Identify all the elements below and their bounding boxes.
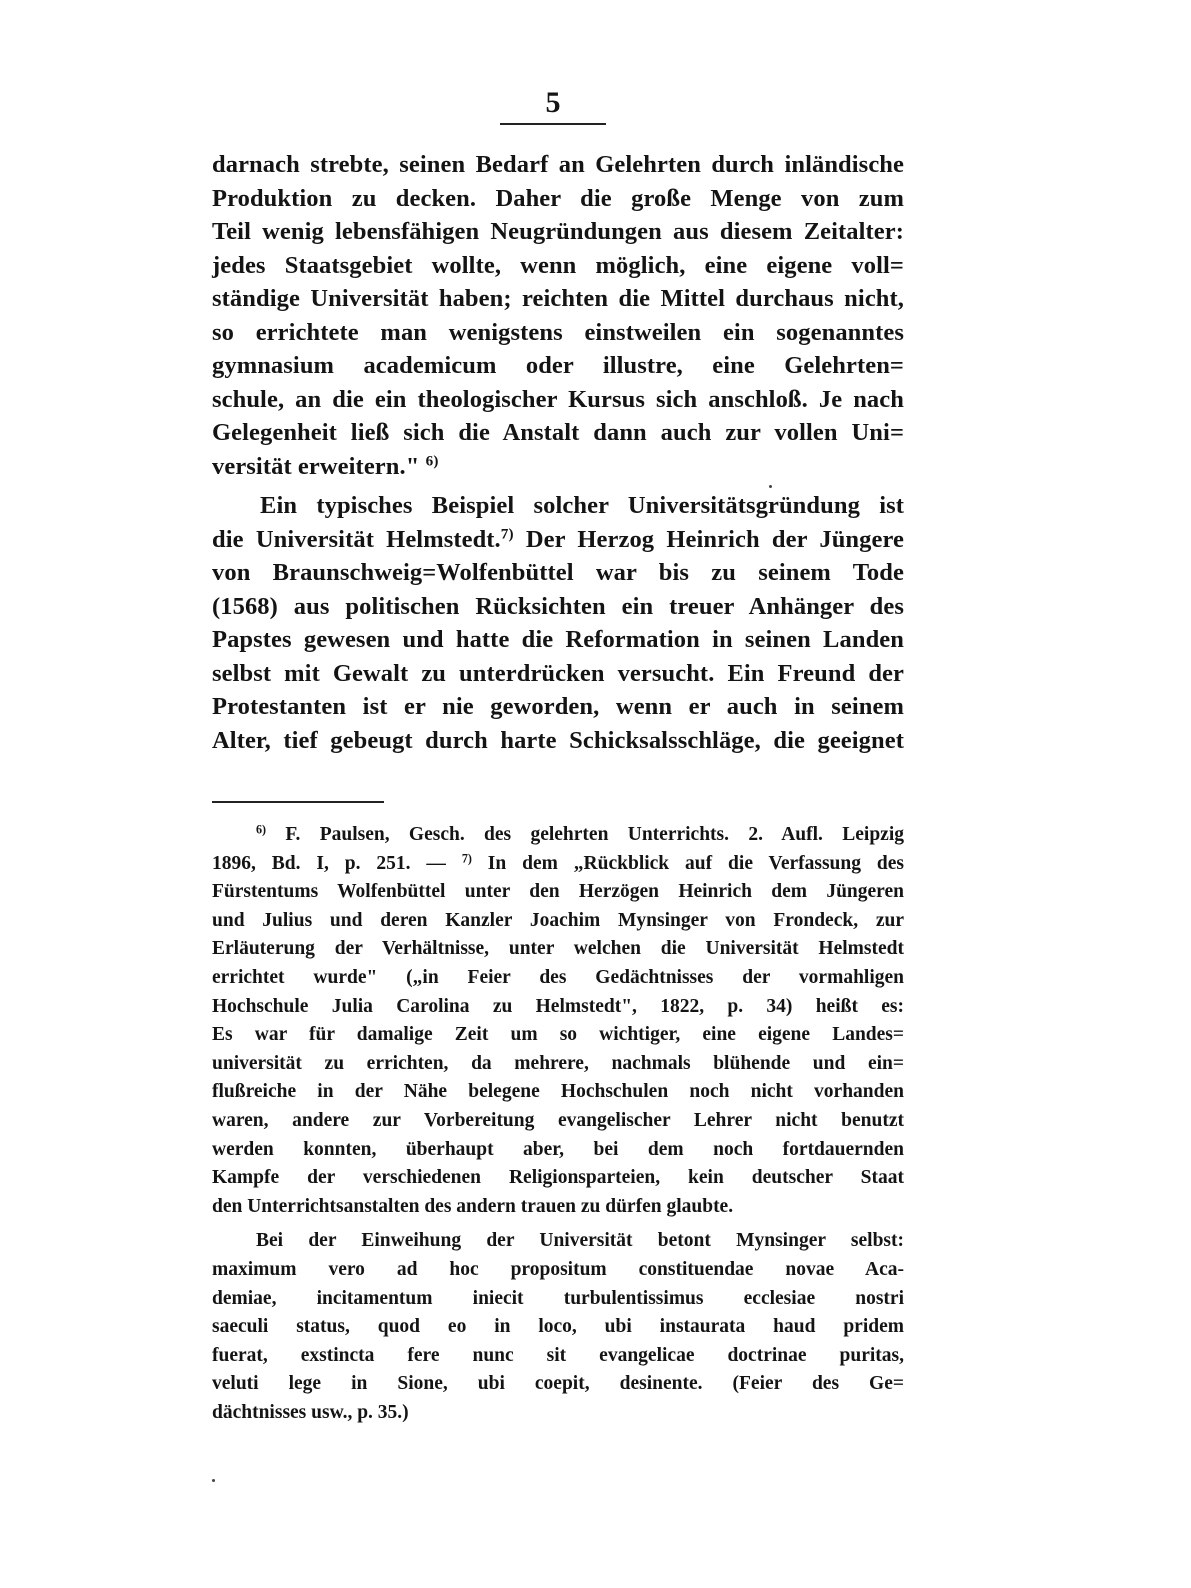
text-line: Alter, tief gebeugt durch harte Schicksalsschläge, die geeignet xyxy=(212,726,904,754)
footnote-separator xyxy=(212,801,384,803)
footnote-line-content: In dem „Rückblick auf die Verfassung des xyxy=(471,852,904,874)
footnote-reference: 7) xyxy=(500,525,514,543)
text-line: so errichtete man wenigstens einstweilen ein sogenanntes xyxy=(212,318,904,346)
text-line: Ein typisches Beispiel solcher Universitätsgründung ist xyxy=(260,492,904,519)
footnote-line xyxy=(212,850,904,879)
header-rule xyxy=(500,123,606,125)
text-line: ständige Universität haben; reichten die Mittel durchaus nicht, xyxy=(212,285,904,312)
text-line: selbst mit Gewalt zu unterdrücken versucht. Ein Freund der xyxy=(212,659,904,687)
text-line-content: Der Herzog Heinrich der Jüngere xyxy=(513,525,904,553)
footnote-line: Erläuterung der Verhältnisse, unter welchen die Universität Helmstedt xyxy=(212,938,904,960)
text-line-content: versität erweitern." xyxy=(212,452,426,480)
footnote-line: veluti lege in Sione, ubi coepit, desinente. (Feier des Ge= xyxy=(212,1373,904,1395)
text-line xyxy=(212,450,904,484)
text-line xyxy=(212,523,904,557)
text-line: von Braunschweig=Wolfenbüttel war bis zu seinem Tode xyxy=(212,559,904,586)
text-line: jedes Staatsgebiet wollte, wenn möglich, eine eigene voll= xyxy=(212,251,904,279)
footnote-line-content: 1896, Bd. I, p. 251. — xyxy=(212,852,462,874)
footnote-line: fuerat, exstincta fere nunc sit evangelicae doctrinae puritas, xyxy=(212,1344,904,1366)
text-line: Teil wenig lebensfähigen Neugründungen aus diesem Zeitalter: xyxy=(212,218,904,245)
footnote-line: flußreiche in der Nähe belegene Hochschulen noch nicht vorhanden xyxy=(212,1081,904,1103)
footnote-line: Es war für damalige Zeit um so wichtiger, eine eigene Landes= xyxy=(212,1024,904,1046)
page-number: 5 xyxy=(545,86,561,119)
footnotes xyxy=(212,821,904,1427)
footnote-line: Bei der Einweihung der Universität betont Mynsinger selbst: xyxy=(256,1230,904,1252)
scan-speck xyxy=(769,485,772,488)
footnote-line: maximum vero ad hoc propositum constituendae novae Aca- xyxy=(212,1258,904,1280)
footnote-line: saeculi status, quod eo in loco, ubi instaurata haud pridem xyxy=(212,1316,904,1338)
footnote-line: Hochschule Julia Carolina zu Helmstedt", 1822, p. 34) heißt es: xyxy=(212,995,904,1017)
text-line: gymnasium academicum oder illustre, eine Gelehrten= xyxy=(212,352,904,379)
text-line: Papstes gewesen und hatte die Reformation in seinen Landen xyxy=(212,626,904,653)
text-line: Gelegenheit ließ sich die Anstalt dann auch zur vollen Uni= xyxy=(212,419,904,446)
main-text xyxy=(212,148,904,757)
text-line: Protestanten ist er nie geworden, wenn er auch in seinem xyxy=(212,693,904,720)
footnote-marker: 6) xyxy=(256,822,267,837)
footnote-line xyxy=(212,821,904,850)
footnote-line: dächtnisses usw., p. 35.) xyxy=(212,1401,409,1423)
footnote-line: Fürstentums Wolfenbüttel unter den Herzögen Heinrich dem Jüngeren xyxy=(212,881,904,903)
text-line: Produktion zu decken. Daher die große Menge von zum xyxy=(212,184,904,212)
footnote-line: universität zu errichten, da mehrere, nachmals blühende und ein= xyxy=(212,1052,904,1074)
footnote-line: waren, andere zur Vorbereitung evangelischer Lehrer nicht benutzt xyxy=(212,1109,904,1131)
text-line: (1568) aus politischen Rücksichten ein treuer Anhänger des xyxy=(212,592,904,620)
scan-speck xyxy=(212,1479,215,1482)
text-line: schule, an die ein theologischer Kursus sich anschloß. Je nach xyxy=(212,385,904,413)
text-line-content: die Universität Helmstedt. xyxy=(212,525,501,553)
footnote-line: und Julius und deren Kanzler Joachim Mynsinger von Frondeck, zur xyxy=(212,909,904,931)
footnote-marker: 7) xyxy=(461,850,472,865)
text-line: darnach strebte, seinen Bedarf an Gelehrten durch inländische xyxy=(212,151,904,178)
footnote-line: demiae, incitamentum iniecit turbulentissimus ecclesiae nostri xyxy=(212,1287,904,1309)
footnote-line: werden konnten, überhaupt aber, bei dem noch fortdauernden xyxy=(212,1138,904,1160)
footnote-reference: 6) xyxy=(425,452,439,470)
footnote-line: Kampfe der verschiedenen Religionsparteien, kein deutscher Staat xyxy=(212,1167,904,1189)
footnote-line-content: F. Paulsen, Gesch. des gelehrten Unterrichts. 2. Aufl. Leipzig xyxy=(266,824,904,845)
footnote-line: den Unterrichtsanstalten des andern trauen zu dürfen glaubte. xyxy=(212,1195,734,1217)
footnote-line: errichtet wurde" („in Feier des Gedächtnisses der vormahligen xyxy=(212,966,904,988)
